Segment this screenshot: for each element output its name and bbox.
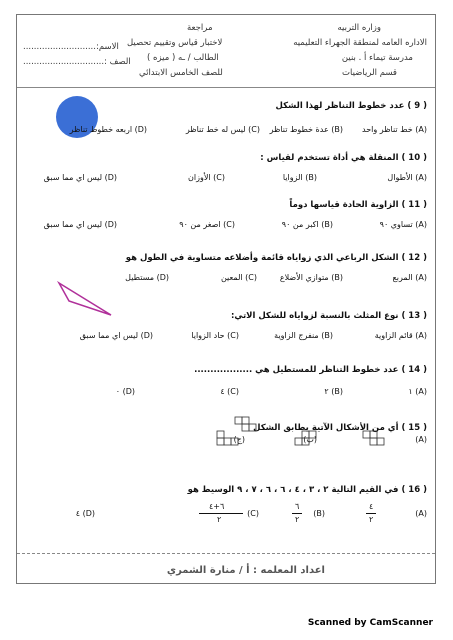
q16-fraction-c-den: ٢	[217, 515, 222, 524]
question-13: ( 13 ) نوع المثلث بالنسبة لزواياه للشكل الاتي:	[230, 311, 427, 321]
q14-option-a: (A) ١	[408, 387, 427, 396]
question-9: ( 9 ) عدد خطوط التناظر لهذا الشكل	[275, 101, 427, 111]
triangle-figure	[57, 281, 117, 321]
student-line: الطالب / ـه ( ميزه )	[147, 53, 219, 63]
q9-option-a: (A) خط تناظر واحد	[362, 125, 427, 134]
q16-fraction-a-num: ٤	[369, 502, 374, 511]
header-divider	[17, 87, 435, 88]
ministry-line: وزاره التربيه	[337, 23, 381, 33]
q14-option-b: (B) ٢	[324, 387, 343, 396]
shape-option-b	[293, 425, 323, 451]
teacher-credit: اعداد المعلمه : أ / منارة الشمري	[166, 565, 325, 576]
q13-option-d: (D) ليس اي مما سبق	[79, 331, 153, 340]
q12-option-a: (A) المربع	[392, 273, 427, 282]
q11-option-b: (B) اكبر من ٩٠	[281, 220, 333, 229]
question-16: ( 16 ) في القيم التالية ٢ ، ٣ ، ٤ ، ٦ ، ٦ ، ٧ ، ٩ الوسيط هو	[187, 485, 427, 495]
shape-option-c	[215, 425, 245, 451]
shape-option-a	[361, 425, 391, 451]
exam-line: لاختبار قياس وتقييم تحصيل	[127, 38, 223, 48]
grade-line: للصف الخامس الابتدائي	[139, 68, 223, 78]
directorate-line: الاداره العامه لمنطقة الجهراء التعليميه	[293, 38, 427, 48]
q10-option-b: (B) الزوايا	[282, 173, 317, 182]
q15-option-a: (A)	[415, 435, 427, 444]
q9-option-b: (B) عدة خطوط تناظر	[269, 125, 343, 134]
q10-option-d: (D) ليس اي مما سبق	[43, 173, 117, 182]
department-line: قسم الرياضيات	[342, 68, 397, 78]
q12-option-c: (C) المعين	[220, 273, 257, 282]
question-14: ( 14 ) عدد خطوط التناظر للمستطيل هي ..................	[194, 365, 427, 375]
q16-fraction-a-bar	[366, 513, 376, 514]
footer-divider	[17, 553, 435, 554]
q9-option-d: (D) اربعه خطوط تناظر	[69, 125, 147, 134]
q11-option-c: (C) اصغر من ٩٠	[179, 220, 235, 229]
q16-fraction-c-num: ٦+٤	[209, 502, 225, 511]
q10-option-a: (A) الأطوال	[387, 173, 427, 182]
class-field: الصف :..............................	[23, 57, 131, 67]
q10-option-c: (C) الأوزان	[188, 173, 225, 182]
q16-option-a: (A)	[415, 509, 427, 518]
q13-option-c: (C) حاد الزوايا	[191, 331, 239, 340]
q16-fraction-a-den: ٢	[369, 515, 374, 524]
q11-option-d: (D) ليس اي مما سبق	[43, 220, 117, 229]
worksheet	[16, 14, 436, 584]
q12-option-d: (D) مستطيل	[125, 273, 169, 282]
question-11: ( 11 ) الزاوية الحادة قياسها دوماً	[289, 200, 427, 210]
q15-option-c: (ج)	[233, 435, 245, 444]
q16-fraction-b-den: ٢	[295, 515, 300, 524]
q14-option-d: (D) ٠	[115, 387, 135, 396]
q16-option-c: (C)	[247, 509, 259, 518]
q12-option-b: (B) متوازي الأضلاع	[279, 273, 343, 282]
q16-option-b: (B)	[313, 509, 325, 518]
q16-fraction-c-bar	[199, 513, 243, 514]
q14-option-c: (C) ٤	[220, 387, 239, 396]
camscanner-watermark: Scanned by CamScanner	[307, 618, 433, 628]
q11-option-a: (A) تساوي ٩٠	[379, 220, 427, 229]
q9-option-c: (C) ليس له خط تناظر	[185, 125, 260, 134]
name-field: الاسم:...........................	[23, 42, 119, 52]
school-line: مدرسة تيماء أ . بنين	[341, 53, 413, 63]
question-10: ( 10 ) المنقلة هي أداة تستخدم لقياس :	[260, 153, 427, 163]
q16-option-d: (D) ٤	[75, 509, 95, 518]
review-title: مراجعة	[187, 23, 213, 33]
q16-fraction-b-num: ٦	[295, 502, 300, 511]
q15-option-b: (ب)	[303, 435, 317, 444]
question-12: ( 12 ) الشكل الرباعي الذي زواياه قائمة وأضلاعه متساوية في الطول هو	[125, 253, 427, 263]
circle-figure	[55, 95, 105, 145]
q13-option-a: (A) قائم الزاوية	[374, 331, 427, 340]
q16-fraction-b-bar	[292, 513, 302, 514]
q13-option-b: (B) منفرج الزاوية	[274, 331, 333, 340]
question-15: ( 15 ) أي من الأشكال الآتية يطابق الشكل	[253, 423, 427, 433]
